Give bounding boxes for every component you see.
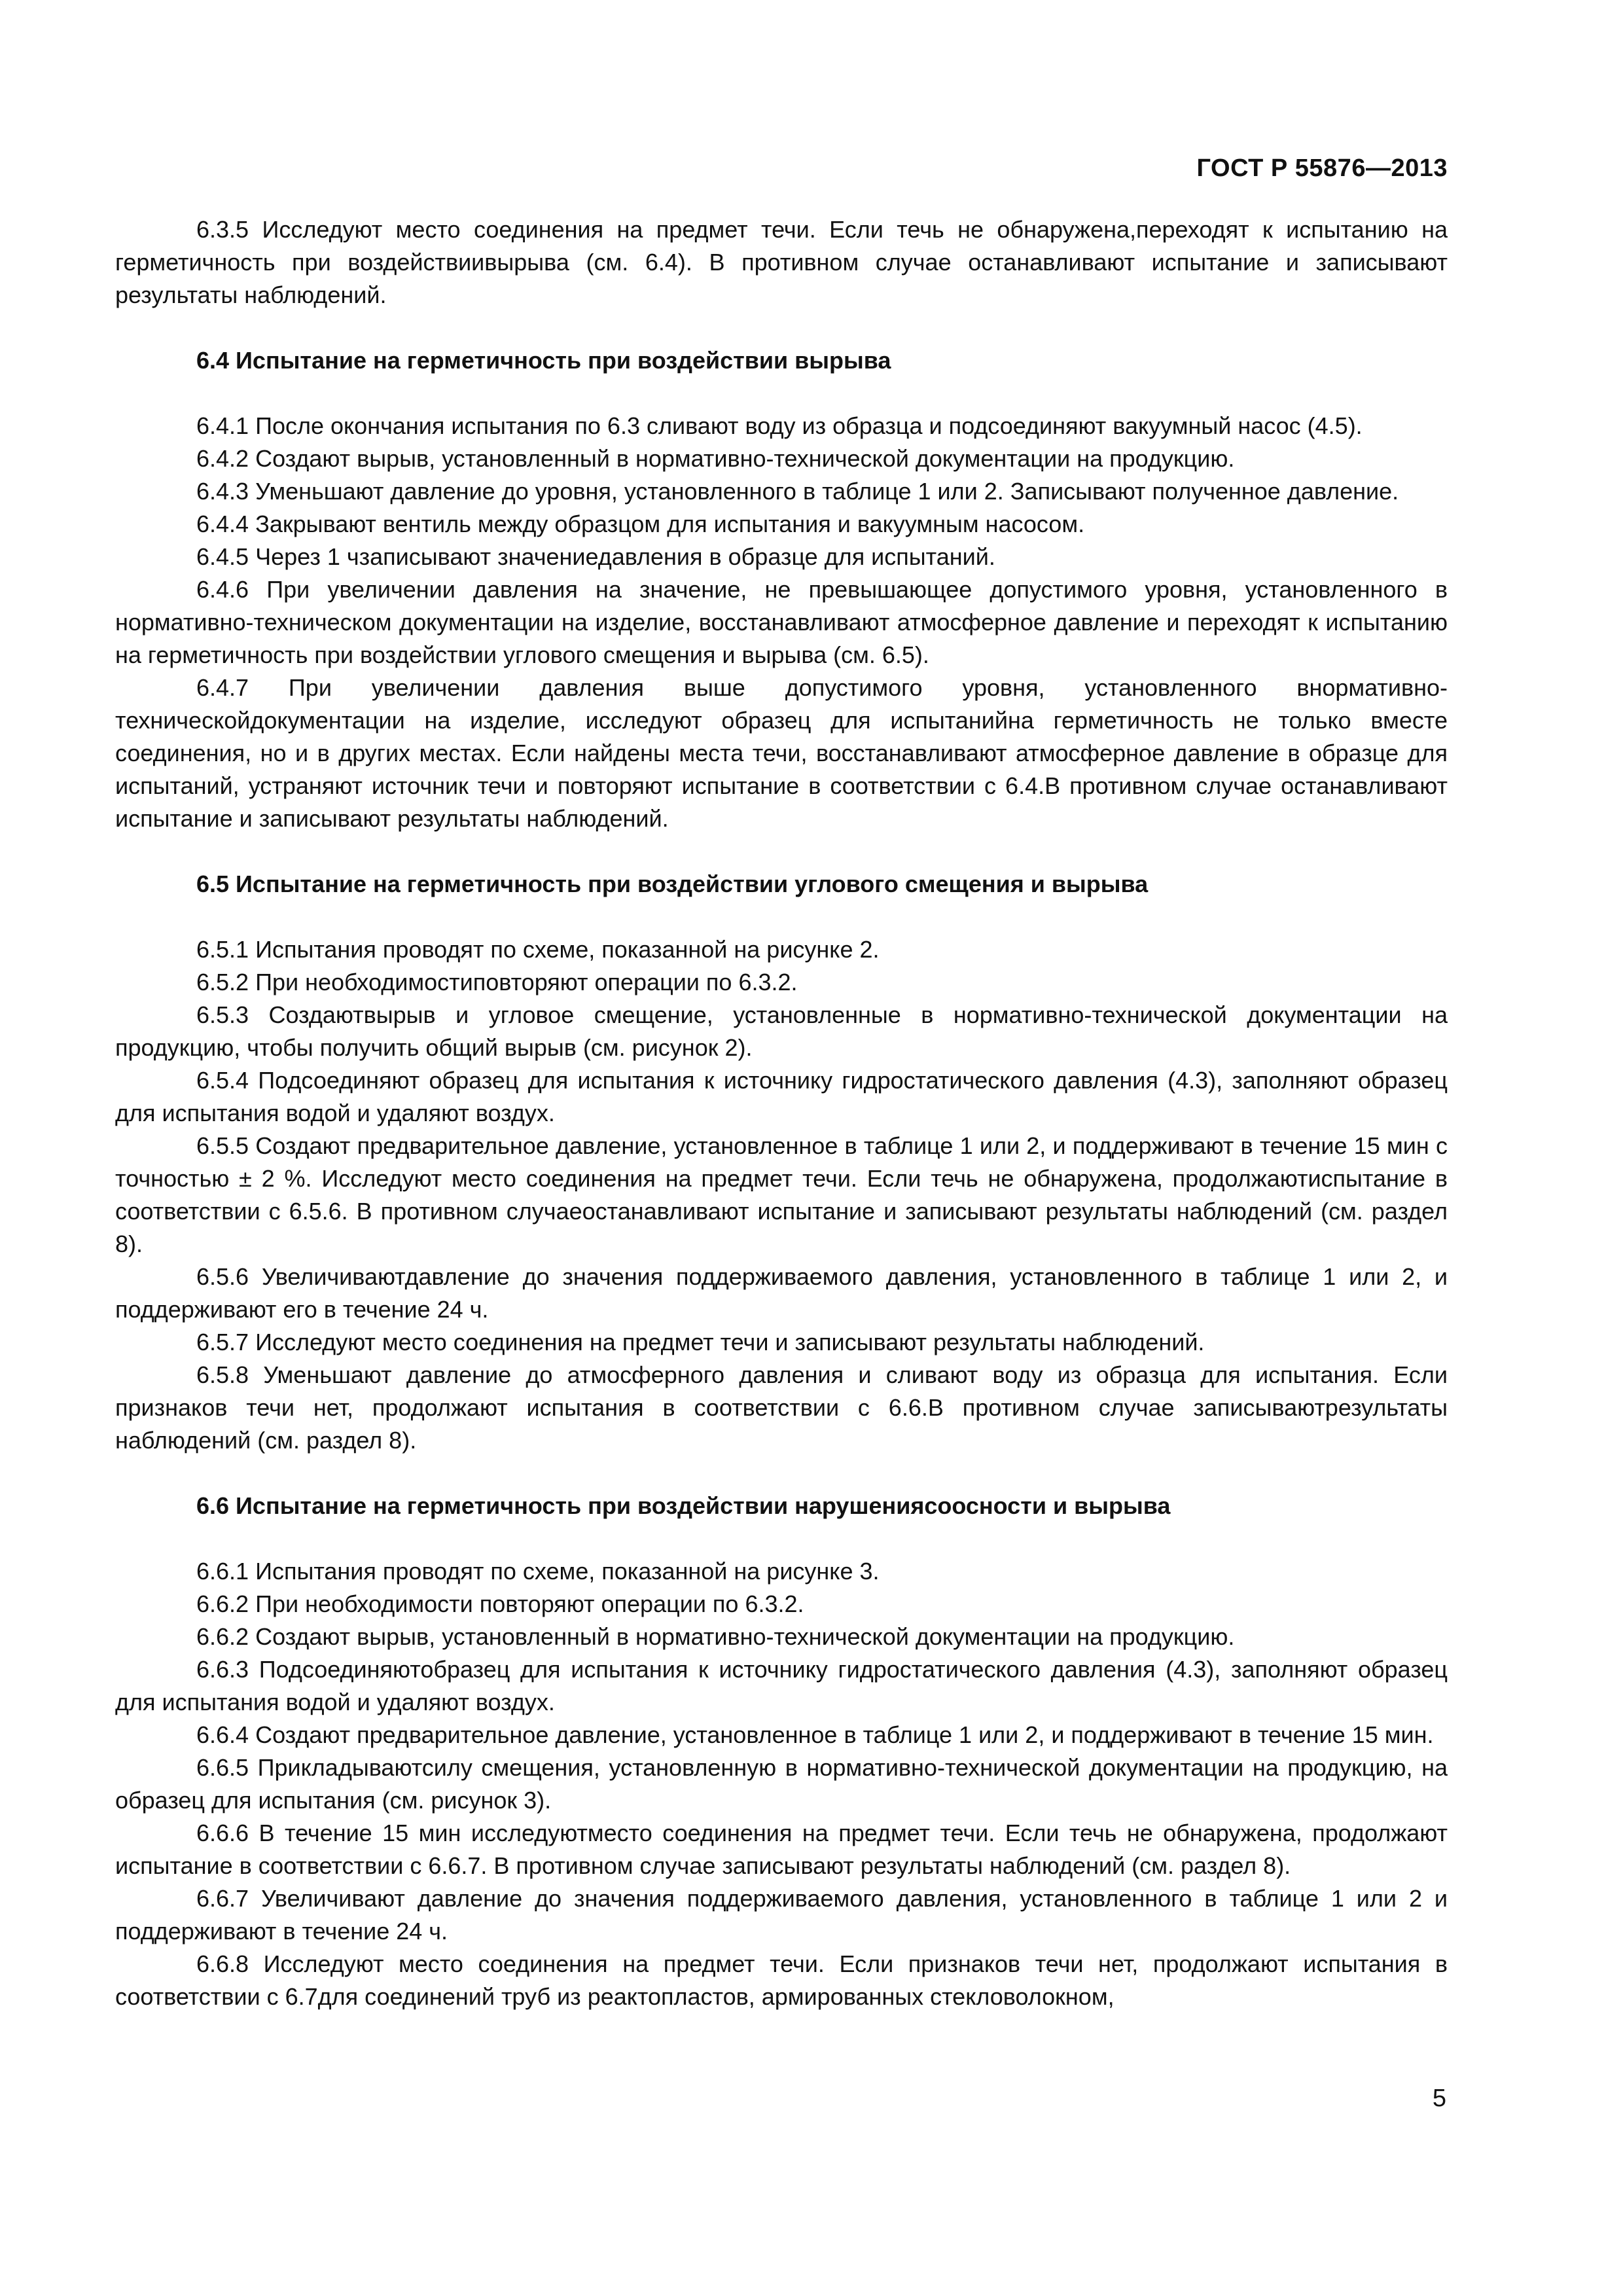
clause-paragraph: 6.4.4 Закрывают вентиль между образцом для испытания и вакуумным насосом. — [196, 511, 1085, 537]
clause-paragraph: 6.3.5 Исследуют место соединения на предмет течи. Если течь не обнаружена,переходят к испытанию на герметичность при воздействиивырыва (см. 6.4). В противном случае останавливают испытание и записывают результаты наблюдений. — [115, 216, 1448, 308]
section-heading: 6.6 Испытание на герметичность при воздействии нарушениясоосности и вырыва — [196, 1492, 1171, 1519]
clause-paragraph: 6.5.7 Исследуют место соединения на предмет течи и записывают результаты наблюдений. — [196, 1329, 1205, 1355]
clause-paragraph: 6.4.3 Уменьшают давление до уровня, установленного в таблице 1 или 2. Записывают полученное давление. — [196, 478, 1399, 505]
clause-paragraph: 6.5.6 Увеличиваютдавление до значения поддерживаемого давления, установленного в таблице 1 или 2, и поддерживают его в течение 24 ч. — [115, 1263, 1448, 1323]
clause-paragraph: 6.4.5 Через 1 чзаписывают значениедавления в образце для испытаний. — [196, 543, 995, 570]
document-header: ГОСТ Р 55876—2013 — [1196, 154, 1448, 182]
section-heading: 6.5 Испытание на герметичность при воздействии углового смещения и вырыва — [196, 870, 1149, 897]
clause-paragraph: 6.4.6 При увеличении давления на значение, не превышающее допустимого уровня, установленного в нормативно-техническом документации на изделие, восстанавливают атмосферное давление и переходят к испытанию на герметичность при воздействии углового смещения и вырыва (см. 6.5). — [115, 576, 1448, 668]
clause-paragraph: 6.5.4 Подсоединяют образец для испытания к источнику гидростатического давления (4.3), заполняют образец для испытания водой и удаляют воздух. — [115, 1067, 1448, 1126]
document-body — [115, 213, 1448, 2013]
clause-paragraph: 6.6.2 Создают вырыв, установленный в нормативно-технической документации на продукцию. — [196, 1623, 1235, 1650]
section-heading: 6.4 Испытание на герметичность при воздействии вырыва — [196, 347, 891, 374]
clause-paragraph: 6.6.3 Подсоединяютобразец для испытания к источнику гидростатического давления (4.3), заполняют образец для испытания водой и удаляют воздух. — [115, 1656, 1448, 1715]
clause-paragraph: 6.4.1 После окончания испытания по 6.3 сливают воду из образца и подсоединяют вакуумный насос (4.5). — [196, 412, 1363, 439]
clause-paragraph: 6.6.6 В течение 15 мин исследуютместо соединения на предмет течи. Если течь не обнаружена, продолжают испытание в соответствии с 6.6.7. В противном случае записывают результаты наблюдений (см. раздел 8). — [115, 1820, 1448, 1879]
clause-paragraph: 6.5.2 При необходимостиповторяют операции по 6.3.2. — [196, 969, 798, 996]
clause-paragraph: 6.6.8 Исследуют место соединения на предмет течи. Если признаков течи нет, продолжают испытания в соответствии с 6.7для соединений труб из реактопластов, армированных стекловолокном, — [115, 1950, 1448, 2010]
clause-paragraph: 6.6.1 Испытания проводят по схеме, показанной на рисунке 3. — [196, 1558, 880, 1585]
page-number: 5 — [1432, 2085, 1446, 2112]
clause-paragraph: 6.5.8 Уменьшают давление до атмосферного давления и сливают воду из образца для испытания. Если признаков течи нет, продолжают испытания в соответствии с 6.6.В противном случае записываютрезультаты наблюдений (см. раздел 8). — [115, 1361, 1448, 1454]
clause-paragraph: 6.6.5 Прикладываютсилу смещения, установленную в нормативно-технической документации на продукцию, на образец для испытания (см. рисунок 3). — [115, 1754, 1448, 1814]
clause-paragraph: 6.5.1 Испытания проводят по схеме, показанной на рисунке 2. — [196, 936, 880, 963]
clause-paragraph: 6.6.4 Создают предварительное давление, установленное в таблице 1 или 2, и поддерживают в течение 15 мин. — [196, 1721, 1434, 1748]
clause-paragraph: 6.4.7 При увеличении давления выше допустимого уровня, установленного внормативно-техническойдокументации на изделие, исследуют образец для испытанийна герметичность не только вместе соединения, но и в других местах. Если найдены места течи, восстанавливают атмосферное давление в образце для испытаний, устраняют источник течи и повторяют испытание в соответствии с 6.4.В противном случае останавливают испытание и записывают результаты наблюдений. — [115, 674, 1448, 832]
clause-paragraph: 6.6.7 Увеличивают давление до значения поддерживаемого давления, установленного в таблице 1 или 2 и поддерживают в течение 24 ч. — [115, 1885, 1448, 1945]
clause-paragraph: 6.6.2 При необходимости повторяют операции по 6.3.2. — [196, 1590, 804, 1617]
clause-paragraph: 6.4.2 Создают вырыв, установленный в нормативно-технической документации на продукцию. — [196, 445, 1235, 472]
clause-paragraph: 6.5.5 Создают предварительное давление, установленное в таблице 1 или 2, и поддерживают в течение 15 мин с точностью ± 2 %. Исследуют место соединения на предмет течи. Если течь не обнаружена, продолжаютиспытание в соответствии с 6.5.6. В противном случаеостанавливают испытание и записывают результаты наблюдений (см. раздел 8). — [115, 1132, 1448, 1257]
clause-paragraph: 6.5.3 Создаютвырыв и угловое смещение, установленные в нормативно-технической документации на продукцию, чтобы получить общий вырыв (см. рисунок 2). — [115, 1001, 1448, 1061]
